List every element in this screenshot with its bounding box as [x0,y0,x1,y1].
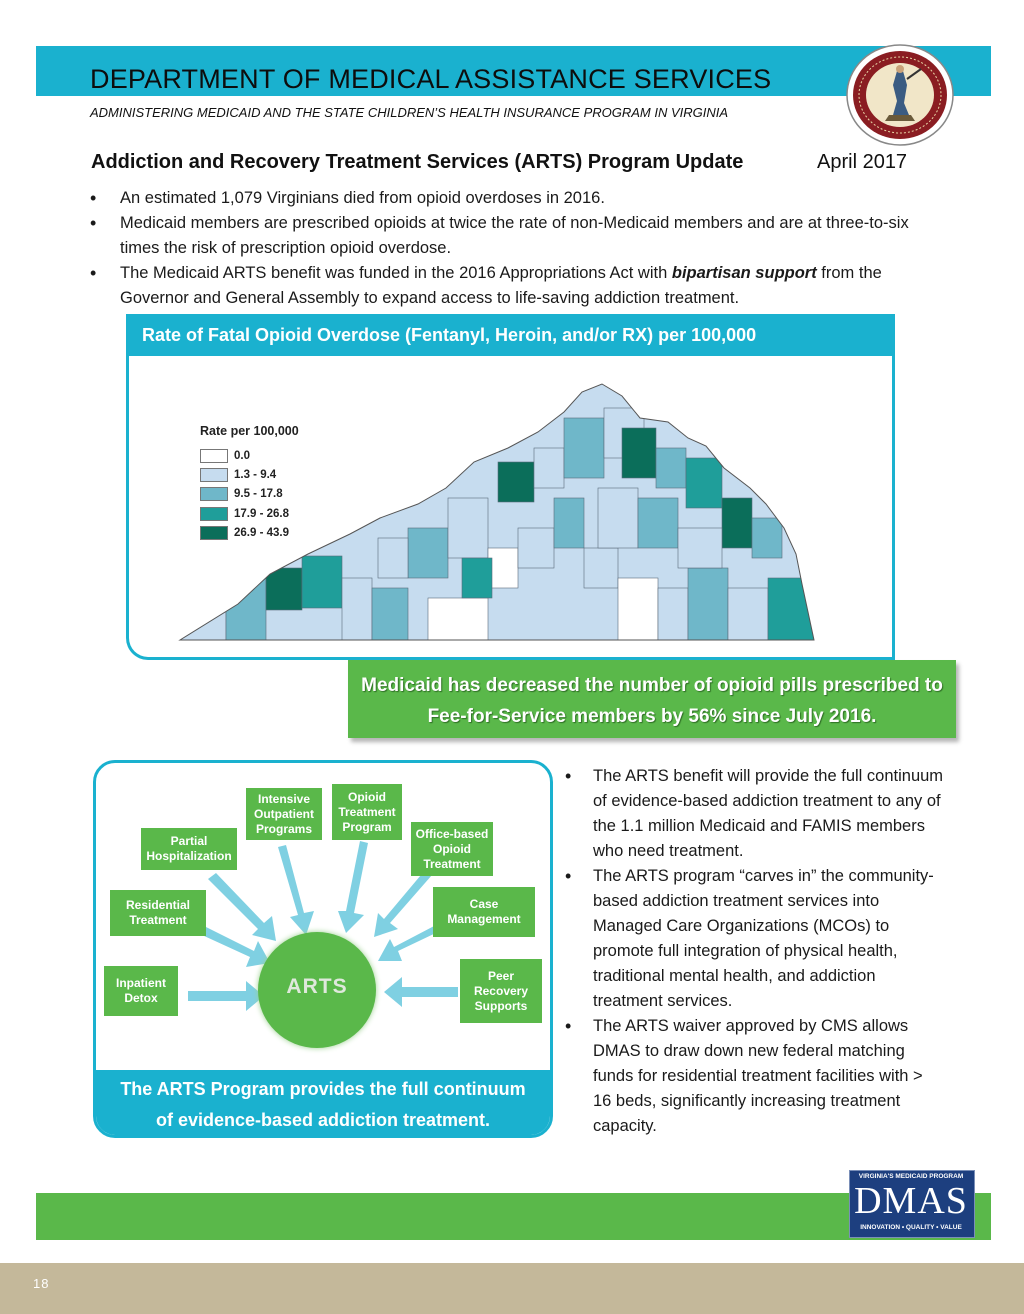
arts-footer-text: The ARTS Program provides the full continuum of evidence-based addiction treatment. [120,1079,526,1130]
arrow-icon [278,845,314,935]
county-region [728,588,768,646]
page-number: 18 [33,1276,50,1291]
arrow-icon [208,873,276,941]
county-region [618,578,658,646]
virginia-seal-icon [845,43,955,147]
county-region [518,528,554,568]
benefit-bullet: • The ARTS waiver approved by CMS allows DMAS to draw down new federal matching funds for residential treatment facilities with > 16 beds, significantly increasing treatment capacity. [565,1014,945,1139]
dmas-logo-word: DMAS [854,1180,968,1222]
legend-swatch [200,468,228,482]
legend-swatch [200,487,228,501]
county-region [302,556,342,608]
county-region [638,498,678,548]
county-region [226,574,266,646]
county-region [686,458,722,508]
county-region [622,428,656,478]
page-subtitle: ADMINISTERING MEDICAID AND THE STATE CHILDREN’S HEALTH INSURANCE PROGRAM IN VIRGINIA [90,105,729,120]
legend-item: 26.9 - 43.9 [200,526,289,540]
intro-bullet: • The Medicaid ARTS benefit was funded in the 2016 Appropriations Act with bipartisan support from the Governor and General Assembly to expand access to life-saving addiction treatment. [90,261,940,311]
arts-center-label: ARTS [286,975,348,998]
county-region [752,518,782,558]
county-region [598,488,638,548]
arrow-icon [384,977,458,1007]
county-region [342,578,372,646]
county-region [178,558,226,646]
county-region [722,498,752,548]
footer-green-band [36,1193,991,1240]
document-heading: Addiction and Recovery Treatment Services (ARTS) Program Update [91,151,744,173]
legend-swatch [200,449,228,463]
footer-tan-band [0,1263,1024,1314]
arrow-icon [374,869,432,937]
page-title: DEPARTMENT OF MEDICAL ASSISTANCE SERVICES [90,64,772,94]
county-region [688,568,728,646]
arts-benefit-bullet-list [565,764,945,1139]
arrow-icon [338,841,368,933]
legend-swatch [200,507,228,521]
service-peer-recovery: Peer Recovery Supports [460,959,542,1023]
county-region [768,578,818,646]
county-region [658,588,688,646]
service-opioid-treatment-program: Opioid Treatment Program [332,784,402,840]
service-partial-hospitalization: Partial Hospitalization [141,828,237,870]
county-region [372,588,408,646]
arrow-icon [188,981,264,1011]
service-intensive-outpatient: Intensive Outpatient Programs [246,788,322,840]
map-title: Rate of Fatal Opioid Overdose (Fentanyl, Heroin, and/or RX) per 100,000 [142,325,757,345]
county-region [462,558,492,598]
callout-text: Medicaid has decreased the number of opioid pills prescribed to Fee-for-Service members by 56% since July 2016. [361,675,943,727]
county-region [498,462,534,502]
intro-bullet-list [90,186,940,311]
dmas-logo-tagline-bottom: INNOVATION • QUALITY • VALUE [860,1224,962,1231]
service-case-management: Case Management [433,887,535,937]
legend-item: 9.5 - 17.8 [200,487,283,501]
county-region [488,548,518,588]
county-region [378,538,408,578]
county-region [448,498,488,558]
map-legend-title: Rate per 100,000 [200,424,299,438]
county-region [584,548,618,588]
legend-item: 17.9 - 26.8 [200,507,289,521]
county-region [656,448,686,488]
county-region [428,598,488,646]
bipartisan-emphasis: bipartisan support [671,264,817,282]
county-region [266,568,302,610]
county-region [534,448,564,488]
county-region [678,528,722,568]
service-office-based-opioid: Office-based Opioid Treatment [411,822,493,876]
benefit-bullet: • The ARTS benefit will provide the full continuum of evidence-based addiction treatment to any of the 1.1 million Medicaid and FAMIS members who need treatment. [565,764,945,864]
dmas-logo-tagline-top: VIRGINIA'S MEDICAID PROGRAM [858,1173,964,1180]
service-inpatient-detox: Inpatient Detox [104,966,178,1016]
service-residential-treatment: Residential Treatment [110,890,206,936]
county-region [408,528,448,578]
benefit-bullet: • The ARTS program “carves in” the community-based addiction treatment services into Managed Care Organizations (MCOs) to promote full integration of physical health, traditional mental health, and addiction treatment services. [565,864,945,1014]
intro-bullet: • An estimated 1,079 Virginians died from opioid overdoses in 2016. [90,186,940,211]
legend-item: 0.0 [200,449,250,463]
legend-item: 1.3 - 9.4 [200,468,276,482]
document-date: April 2017 [817,151,908,173]
county-region [564,418,604,478]
legend-swatch [200,526,228,540]
county-region [554,498,584,548]
intro-bullet: • Medicaid members are prescribed opioids at twice the rate of non-Medicaid members and are at three-to-six times the risk of prescription opioid overdose. [90,211,940,261]
